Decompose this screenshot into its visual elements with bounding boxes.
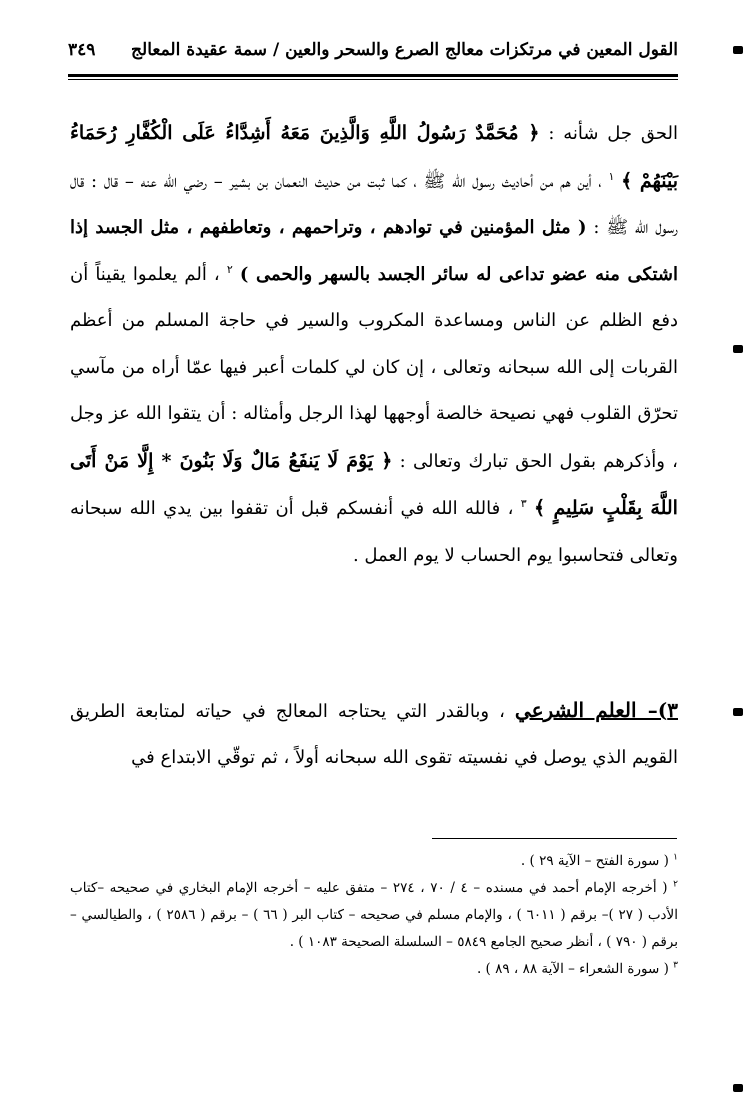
page-number: ٣٤٩ xyxy=(68,40,96,60)
footnote xyxy=(70,875,678,956)
footnote-text: ( سورة الشعراء – الآية ٨٨ ، ٨٩ ) . xyxy=(476,961,669,977)
footnote-ref-2: ٢ xyxy=(226,262,233,276)
paragraph-text-3: ، فالله الله في أنفسكم قبل أن تقفوا بين يدي الله سبحانه وتعالى فتحاسبوا يوم الحساب لا يوم العمل . xyxy=(70,498,678,566)
section-heading: ٣)– العلم الشرعي xyxy=(514,698,678,722)
footnote-text: ( أخرجه الإمام أحمد في مسنده – ٤ / ٧٠ ، ٢٧٤ – متفق عليه – أخرجه الإمام البخاري في صحيحه –كتاب الأدب ( ٢٧ )– برقم ( ٦٠١١ ) ، والإمام مسلم في صحيحه – كتاب البر ( ٦٦ ) – برقم ( ٢٥٨٦ ) ، والطيالسي – برقم ( ٧٩٠ ) ، أنظر صحيح الجامع ٥٨٤٩ – السلسلة الصحيحة ١٠٨٣ ) . xyxy=(70,880,678,950)
scan-edge-mark xyxy=(733,345,743,353)
header-rule xyxy=(68,74,678,77)
scan-edge-mark xyxy=(733,46,743,54)
footnote-number: ١ xyxy=(673,852,678,863)
quran-verse-2: ﴿ يَوْمَ لَا يَنفَعُ مَالٌ وَلَا بَنُونَ * إِلَّا مَنْ أَتَى اللَّهَ بِقَلْبٍ سَلِيمٍ ﴾ xyxy=(70,449,678,519)
quran-verse-1: ﴿ مُحَمَّدٌ رَسُولُ اللَّهِ وَالَّذِينَ مَعَهُ أَشِدَّاءُ عَلَى الْكُفَّارِ رُحَمَاءُ بَيْنَهُمْ ﴾ xyxy=(70,122,678,192)
hadith-quote: ( مثل المؤمنين في توادهم ، وتراحمهم ، وتعاطفهم ، مثل الجسد إذا اشتكى منه عضو تداعى له سائر الجسد بالسهر والحمى ) xyxy=(70,217,678,285)
section-paragraph xyxy=(70,687,678,781)
paragraph-opening: الحق جل شأنه : xyxy=(548,123,678,144)
footnote-separator xyxy=(432,838,677,839)
page-header xyxy=(68,34,678,68)
main-paragraph xyxy=(70,110,678,579)
header-rule-thin xyxy=(68,79,678,80)
footnote-number: ٢ xyxy=(673,879,678,890)
footnote-number: ٣ xyxy=(673,960,678,971)
paragraph-text-2: ، ألم يعلموا يقيناً أن دفع الظلم عن الناس ومساعدة المكروب والسير في حاجة المسلم من أعظم القربات إلى الله سبحانه وتعالى ، إن كان لي كلمات أعبر فيها عمّا أراه من مآسي تحرّق القلوب فهي نصيحة خالصة أوجهها لهذا الرجل وأمثاله : أن يتقوا الله عز وجل ، وأذكرهم بقول الحق تبارك وتعالى : xyxy=(70,263,678,472)
footnote-text: ( سورة الفتح – الآية ٢٩ ) . xyxy=(520,853,669,869)
running-title: القول المعين في مرتكزات معالج الصرع والسحر والعين / سمة عقيدة المعالج xyxy=(131,40,678,60)
footnote xyxy=(70,848,678,875)
footnote-ref-3: ٣ xyxy=(520,497,527,510)
footnotes xyxy=(70,848,678,983)
footnote-ref-1: ١ xyxy=(608,169,615,183)
scan-edge-mark xyxy=(733,708,743,716)
footnote xyxy=(70,956,678,983)
scan-edge-mark xyxy=(733,1084,743,1092)
section-text: ، وبالقدر التي يحتاجه المعالج في حياته لمتابعة الطريق القويم الذي يوصل في نفسيته تقوى الله سبحانه أولاً ، ثم توقّي الابتداع في xyxy=(70,701,678,768)
paragraph-text-1: ، أين هم من أحاديث رسول الله ﷺ ، كما ثبت من حديث النعمان بن بشير – رضي الله عنه – قال : قال رسول الله ﷺ : xyxy=(70,170,678,238)
